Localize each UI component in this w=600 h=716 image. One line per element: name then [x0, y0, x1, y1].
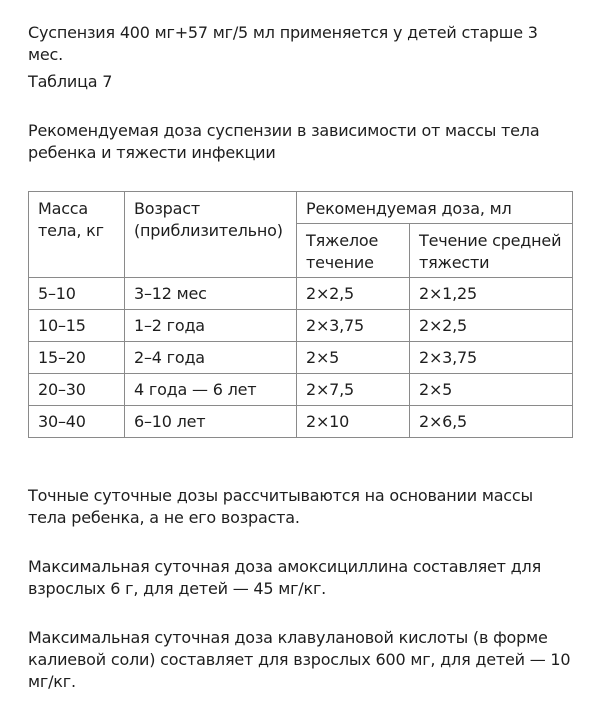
- cell-age: 2–4 года: [125, 342, 297, 374]
- cell-moderate: 2×2,5: [410, 310, 573, 342]
- dosage-table: [28, 191, 573, 438]
- note-paragraph: Максимальная суточная доза амоксициллина составляет для взрослых 6 г, для детей — 45 мг/кг.: [28, 557, 542, 598]
- cell-age: 3–12 мес: [125, 278, 297, 310]
- note-paragraph: Точные суточные дозы рассчитываются на основании массы тела ребенка, а не его возраста.: [28, 486, 533, 527]
- table-row: [29, 310, 573, 342]
- cell-weight: 10–15: [29, 310, 125, 342]
- intro-paragraph: Суспензия 400 мг+57 мг/5 мл применяется у детей старше 3 мес.: [28, 23, 538, 64]
- note-paragraph: Максимальная суточная доза клавулановой кислоты (в форме калиевой соли) составляет для взрослых 600 мг, для детей — 10 мг/кг.: [28, 628, 571, 691]
- cell-weight: 20–30: [29, 374, 125, 406]
- cell-moderate: 2×1,25: [410, 278, 573, 310]
- cell-weight: 30–40: [29, 406, 125, 438]
- header-moderate: Течение средней тяжести: [410, 224, 573, 278]
- cell-age: 4 года — 6 лет: [125, 374, 297, 406]
- dosage-table-header: [29, 192, 573, 278]
- table-row: [29, 406, 573, 438]
- cell-severe: 2×5: [297, 342, 410, 374]
- table-row: [29, 374, 573, 406]
- header-dose: Рекомендуемая доза, мл: [297, 192, 573, 224]
- header-severe: Тяжелое течение: [297, 224, 410, 278]
- cell-moderate: 2×5: [410, 374, 573, 406]
- cell-weight: 15–20: [29, 342, 125, 374]
- cell-severe: 2×10: [297, 406, 410, 438]
- cell-age: 1–2 года: [125, 310, 297, 342]
- cell-severe: 2×3,75: [297, 310, 410, 342]
- table-row: [29, 342, 573, 374]
- table-caption: Рекомендуемая доза суспензии в зависимости от массы тела ребенка и тяжести инфекции: [28, 121, 540, 162]
- table-label: Таблица 7: [28, 72, 113, 91]
- cell-weight: 5–10: [29, 278, 125, 310]
- cell-severe: 2×2,5: [297, 278, 410, 310]
- cell-moderate: 2×6,5: [410, 406, 573, 438]
- cell-age: 6–10 лет: [125, 406, 297, 438]
- cell-severe: 2×7,5: [297, 374, 410, 406]
- header-age: Возраст (приблизительно): [125, 192, 297, 278]
- table-row: [29, 278, 573, 310]
- cell-moderate: 2×3,75: [410, 342, 573, 374]
- header-weight: Масса тела, кг: [29, 192, 125, 278]
- header-row-1: [29, 192, 573, 224]
- dosage-table-body: [29, 278, 573, 438]
